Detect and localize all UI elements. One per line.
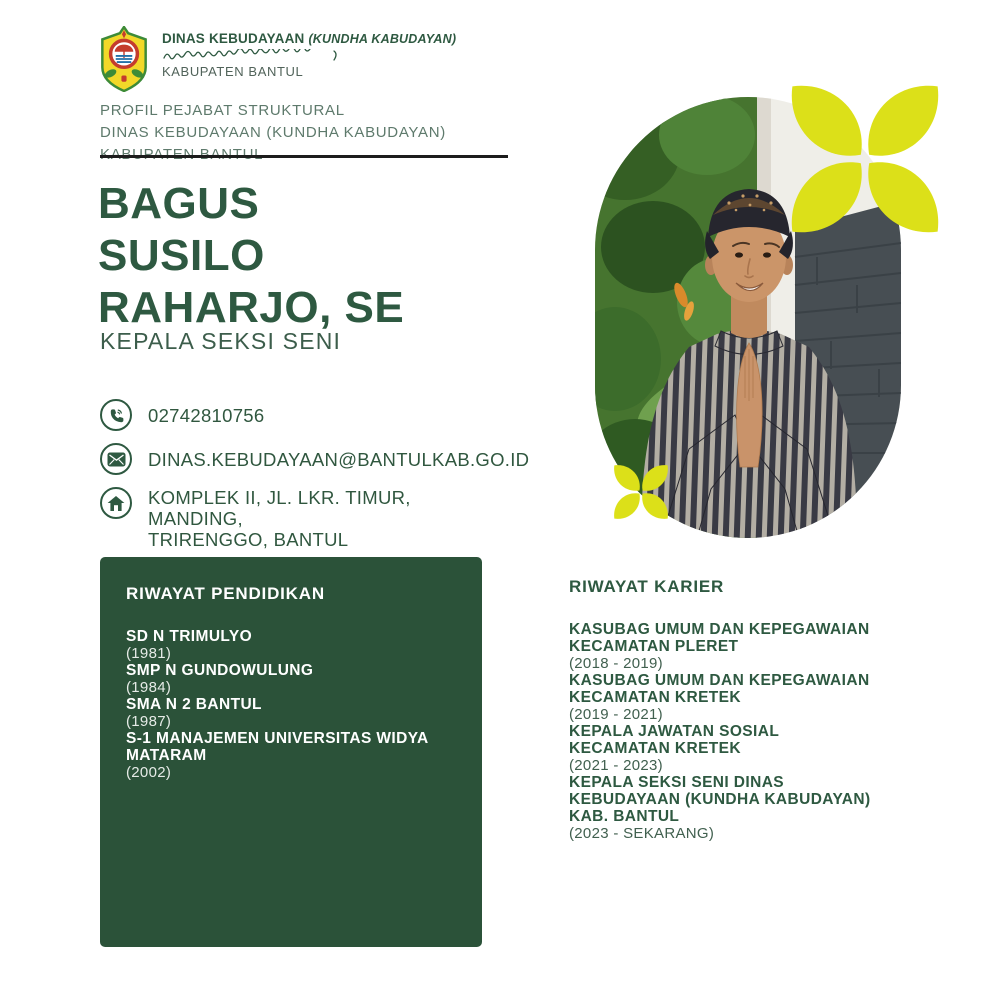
email-value: DINAS.KEBUDAYAAN@BANTULKAB.GO.ID: [148, 448, 530, 470]
official-name: [98, 178, 404, 334]
contact-list: [100, 399, 530, 562]
career-item: [569, 621, 949, 672]
javanese-script: [162, 49, 340, 62]
career-role: KECAMATAN KRETEK: [569, 740, 742, 757]
career-role: KAB. BANTUL: [569, 808, 680, 825]
agency-region: KABUPATEN BANTUL: [162, 64, 304, 79]
career-years: (2021 - 2023): [569, 757, 663, 774]
school-name: SMP N GUNDOWULUNG: [126, 662, 314, 679]
career-role: KEPALA JAWATAN SOSIAL: [569, 723, 780, 740]
career-years: (2019 - 2021): [569, 706, 663, 723]
address-row: [100, 487, 500, 550]
school-name: SMA N 2 BANTUL: [126, 696, 262, 713]
address-line: KOMPLEK II, JL. LKR. TIMUR, MANDING,: [148, 487, 411, 529]
position-title: KEPALA SEKSI SENI: [100, 328, 342, 354]
intro-line: DINAS KEBUDAYAAN (KUNDHA KABUDAYAN): [100, 124, 446, 141]
mail-icon: [100, 443, 132, 475]
career-panel: [569, 577, 949, 842]
phone-value: 02742810756: [148, 404, 265, 426]
education-title: RIWAYAT PENDIDIKAN: [126, 584, 325, 603]
career-years: (2018 - 2019): [569, 655, 663, 672]
school-year: (2002): [126, 764, 172, 781]
career-role: KEPALA SEKSI SENI DINAS: [569, 774, 785, 791]
school-year: (1981): [126, 645, 172, 662]
career-role: KASUBAG UMUM DAN KEPEGAWAIAN: [569, 672, 870, 689]
phone-icon: [100, 399, 132, 431]
bantul-crest-icon: [99, 26, 149, 92]
home-icon: [100, 487, 132, 519]
email-row: [100, 443, 530, 475]
career-role: KECAMATAN PLERET: [569, 638, 739, 655]
school-name: MATARAM: [126, 747, 207, 764]
school-name: SD N TRIMULYO: [126, 628, 253, 645]
career-title: RIWAYAT KARIER: [569, 577, 725, 596]
agency-logo-block: [99, 26, 456, 92]
address-value: [148, 487, 500, 550]
intro-line: PROFIL PEJABAT STRUKTURAL: [100, 102, 345, 119]
education-item: [126, 662, 456, 696]
name-line: SUSILO: [98, 231, 265, 280]
school-year: (1987): [126, 713, 172, 730]
school-year: (1984): [126, 679, 172, 696]
education-item: [126, 628, 456, 662]
school-name: S-1 MANAJEMEN UNIVERSITAS WIDYA: [126, 730, 429, 747]
agency-alias: (KUNDHA KABUDAYAN): [308, 32, 457, 46]
education-panel: [100, 557, 482, 947]
phone-row: [100, 399, 500, 431]
address-line: TRIRENGGO, BANTUL: [148, 529, 349, 550]
career-role: KASUBAG UMUM DAN KEPEGAWAIAN: [569, 621, 870, 638]
divider-rule: [100, 155, 508, 158]
name-line: BAGUS: [98, 179, 260, 228]
education-item: [126, 730, 456, 781]
career-role: KECAMATAN KRETEK: [569, 689, 742, 706]
career-role: KEBUDAYAAN (KUNDHA KABUDAYAN): [569, 791, 871, 808]
agency-name: DINAS KEBUDAYAAN (KUNDHA KABUDAYAN): [162, 31, 457, 46]
flower-decoration-large: [786, 80, 944, 238]
education-item: [126, 696, 456, 730]
name-line: RAHARJO, SE: [98, 283, 405, 332]
career-item: [569, 723, 949, 774]
flower-decoration-small: [612, 463, 670, 521]
career-item: [569, 774, 949, 842]
career-years: (2023 - SEKARANG): [569, 825, 715, 842]
career-item: [569, 672, 949, 723]
